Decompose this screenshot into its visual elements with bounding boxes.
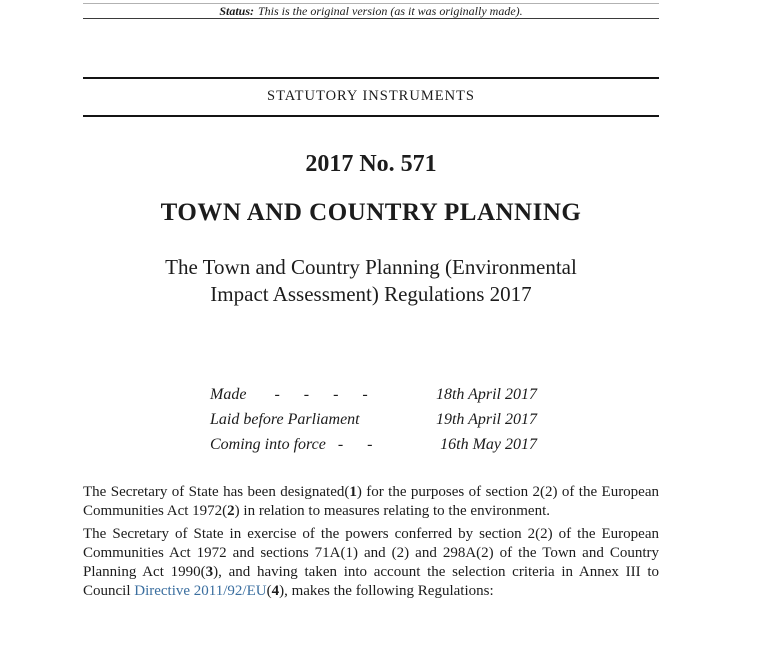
- date-value: 18th April 2017: [435, 386, 537, 403]
- date-label: Made: [210, 386, 247, 403]
- date-value: 19th April 2017: [435, 411, 537, 428]
- paragraph-text: (: [266, 583, 272, 599]
- paragraph-text: The Secretary of State has been designated(: [83, 484, 350, 500]
- date-value: 16th May 2017: [440, 436, 537, 453]
- preamble-paragraph-2: [83, 525, 659, 601]
- date-row-laid: [210, 411, 537, 436]
- paragraph-text: ) in relation to measures relating to the environment.: [234, 503, 550, 519]
- footnote-ref-1[interactable]: 1: [349, 484, 357, 500]
- horizontal-rule-bottom: [83, 115, 659, 117]
- date-row-coming-into-force: [210, 436, 537, 461]
- preamble: [83, 483, 659, 601]
- footnote-ref-4[interactable]: 4: [271, 583, 280, 599]
- status-bar: [83, 3, 659, 19]
- preamble-paragraph-1: [83, 483, 659, 521]
- footnote-ref-2[interactable]: 2: [227, 503, 235, 519]
- date-label: Coming into force: [210, 436, 326, 453]
- status-label: Status:: [219, 4, 254, 18]
- directive-2011-92-eu-link[interactable]: Directive 2011/92/EU: [134, 583, 267, 599]
- status-text: This is the original version (as it was originally made).: [258, 4, 523, 18]
- horizontal-rule-top: [83, 77, 659, 79]
- dates-table: [210, 386, 537, 461]
- paragraph-text: ), and having taken into account the selection criteria in Annex III to Council: [83, 564, 659, 599]
- document-content: [83, 0, 659, 660]
- paragraph-text: The Secretary of State in exercise of the powers conferred by section 2(2) of the European Communities Act 1972 and sections 71A(1) and (2) and 298A(2) of the Town and Country Planning Act 1990(: [83, 526, 659, 580]
- paragraph-text: ) for the purposes of section 2(2) of the European Communities Act 1972(: [83, 484, 660, 519]
- statutory-instruments-banner: STATUTORY INSTRUMENTS: [267, 88, 475, 104]
- date-dashes: - - - -: [246, 386, 368, 403]
- paragraph-text: ), makes the following Regulations:: [279, 583, 494, 599]
- footnote-ref-3[interactable]: 3: [205, 564, 214, 580]
- instrument-title: The Town and Country Planning (Environmental Impact Assessment) Regulations 2017: [165, 255, 577, 306]
- date-row-made: [210, 386, 537, 411]
- date-dashes: - -: [325, 436, 373, 453]
- date-label: Laid before Parliament: [210, 411, 360, 428]
- subject-heading: TOWN AND COUNTRY PLANNING: [160, 199, 582, 226]
- instrument-number: 2017 No. 571: [305, 151, 437, 177]
